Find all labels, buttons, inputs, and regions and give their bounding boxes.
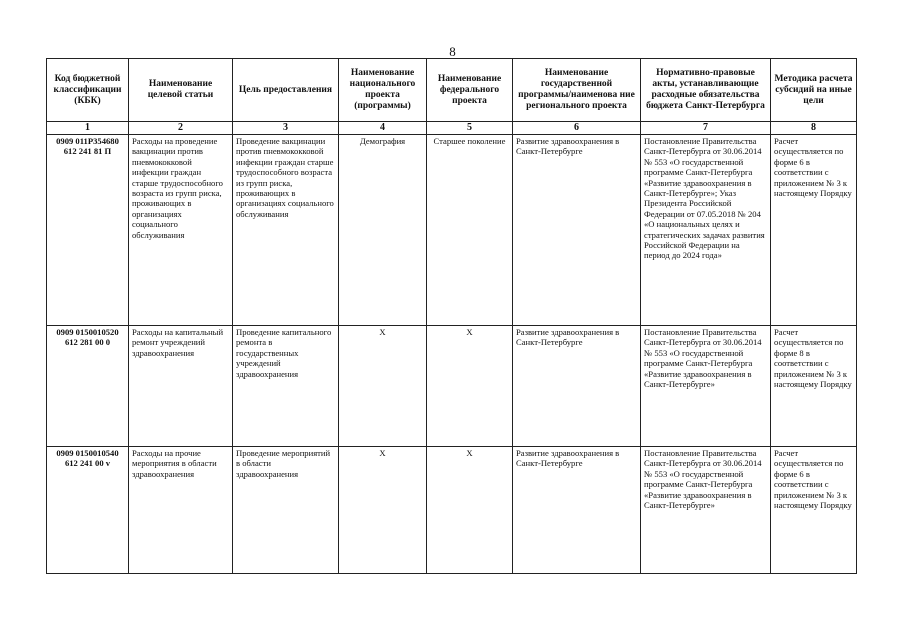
program-cell: Развитие здравоохранения в Санкт-Петербурге [513,447,641,574]
national-project-cell: Демография [339,135,427,326]
header-national-project: Наименование национального проекта (программы) [339,59,427,122]
column-number-row [47,122,857,135]
column-number: 6 [513,122,641,135]
method-cell: Расчет осуществляется по форме 6 в соответствии с приложением № 3 к настоящему Порядку [771,447,857,574]
column-number: 2 [129,122,233,135]
federal-project-cell: Старшее поколение [427,135,513,326]
header-article: Наименование целевой статьи [129,59,233,122]
acts-cell: Постановление Правительства Санкт-Петербурга от 30.06.2014 № 553 «О государственной программе Санкт-Петербурга «Развитие здравоохранения в Санкт-Петербурге» [641,326,771,447]
purpose-cell: Проведение капитального ремонта в государственных учреждений здравоохранения [233,326,339,447]
purpose-cell: Проведение мероприятий в области здравоохранения [233,447,339,574]
header-federal-project: Наименование федерального проекта [427,59,513,122]
article-cell: Расходы на капитальный ремонт учреждений здравоохранения [129,326,233,447]
header-row [47,59,857,122]
column-number: 8 [771,122,857,135]
program-cell: Развитие здравоохранения в Санкт-Петербурге [513,135,641,326]
national-project-cell: X [339,447,427,574]
header-program: Наименование государственной программы/наименова ние регионального проекта [513,59,641,122]
method-cell: Расчет осуществляется по форме 8 в соответствии с приложением № 3 к настоящему Порядку [771,326,857,447]
method-cell: Расчет осуществляется по форме 6 в соответствии с приложением № 3 к настоящему Порядку [771,135,857,326]
acts-cell: Постановление Правительства Санкт-Петербурга от 30.06.2014 № 553 «О государственной программе Санкт-Петербурга «Развитие здравоохранения в Санкт-Петербурге»; Указ Президента Российской Федерации от 07.05.2018 № 204 «О национальных целях и стратегических задачах развития Российской Федерации на период до 2024 года» [641,135,771,326]
purpose-cell: Проведение вакцинации против пневмококковой инфекции граждан старше трудоспособного возраста из групп риска, проживающих в организациях социального обслуживания [233,135,339,326]
column-number: 1 [47,122,129,135]
article-cell: Расходы на проведение вакцинации против пневмококковой инфекции граждан старше трудоспособного возраста из групп риска, проживающих в организациях социального обслуживания [129,135,233,326]
page-number: 8 [449,44,456,59]
header-kbk: Код бюджетной классификации (КБК) [47,59,129,122]
kbk-cell: 0909 0150010540 612 241 00 v [47,447,129,574]
kbk-cell: 0909 011Р354680 612 241 81 П [47,135,129,326]
header-acts: Нормативно-правовые акты, устанавливающие расходные обязательства бюджета Санкт-Петербурга [641,59,771,122]
header-method: Методика расчета субсидий на иные цели [771,59,857,122]
table-row [47,326,857,447]
federal-project-cell: X [427,447,513,574]
column-number: 4 [339,122,427,135]
table-row [47,135,857,326]
table-row [47,447,857,574]
program-cell: Развитие здравоохранения в Санкт-Петербурге [513,326,641,447]
column-number: 3 [233,122,339,135]
column-number: 5 [427,122,513,135]
header-purpose: Цель предоставления [233,59,339,122]
subsidy-table [46,58,857,574]
column-number: 7 [641,122,771,135]
national-project-cell: X [339,326,427,447]
acts-cell: Постановление Правительства Санкт-Петербурга от 30.06.2014 № 553 «О государственной программе Санкт-Петербурга «Развитие здравоохранения в Санкт-Петербурге» [641,447,771,574]
article-cell: Расходы на прочие мероприятия в области здравоохранения [129,447,233,574]
federal-project-cell: X [427,326,513,447]
kbk-cell: 0909 0150010520 612 281 00 0 [47,326,129,447]
